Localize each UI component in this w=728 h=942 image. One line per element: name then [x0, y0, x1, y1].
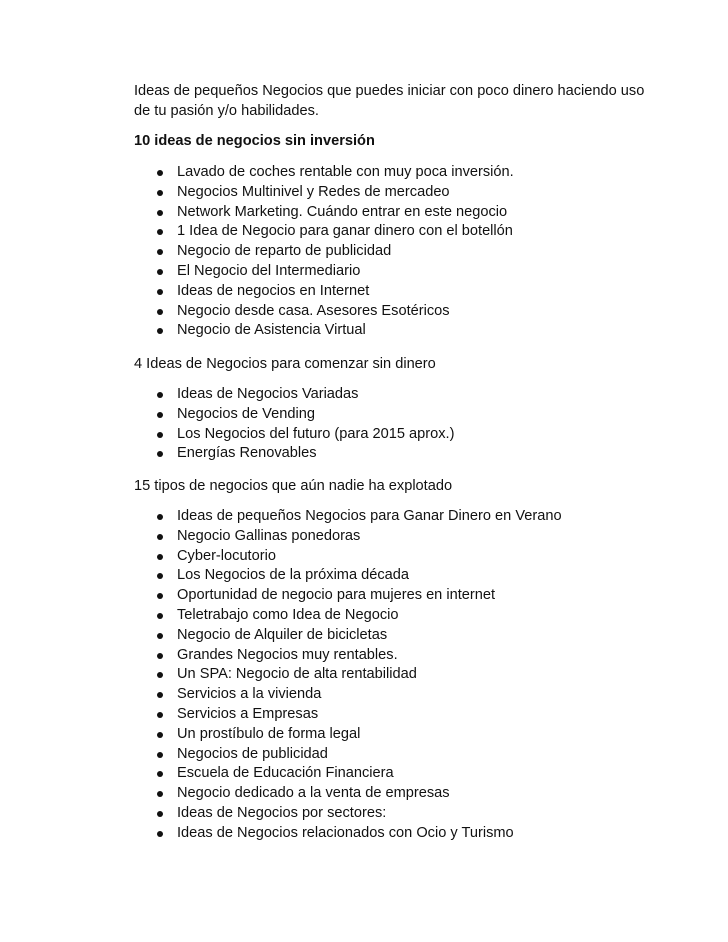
- list-item: Ideas de Negocios por sectores:: [0, 804, 562, 824]
- list-item: Lavado de coches rentable con muy poca inversión.: [0, 163, 514, 183]
- bullet-icon: [157, 633, 163, 639]
- list-item: Los Negocios de la próxima década: [0, 566, 562, 586]
- list-item: Servicios a Empresas: [0, 705, 562, 725]
- section-heading-sin-inversion: 10 ideas de negocios sin inversión: [134, 133, 375, 149]
- bullet-icon: [157, 432, 163, 438]
- bullet-icon: [157, 170, 163, 176]
- list-item: Ideas de Negocios relacionados con Ocio y Turismo: [0, 824, 562, 844]
- list-item: El Negocio del Intermediario: [0, 262, 514, 282]
- bullet-icon: [157, 249, 163, 255]
- bullet-icon: [157, 653, 163, 659]
- list-item: Negocio de Alquiler de bicicletas: [0, 626, 562, 646]
- bullet-icon: [157, 289, 163, 295]
- bullet-icon: [157, 791, 163, 797]
- bullet-icon: [157, 514, 163, 520]
- bullet-icon: [157, 328, 163, 334]
- bullet-icon: [157, 190, 163, 196]
- bullet-icon: [157, 573, 163, 579]
- list-sin-inversion: [0, 163, 514, 341]
- section-heading-no-explotado: 15 tipos de negocios que aún nadie ha explotado: [134, 478, 453, 494]
- list-item: Cyber-locutorio: [0, 547, 562, 567]
- list-item: Escuela de Educación Financiera: [0, 764, 562, 784]
- list-item: Negocios de Vending: [0, 405, 454, 425]
- bullet-icon: [157, 752, 163, 758]
- bullet-icon: [157, 269, 163, 275]
- bullet-icon: [157, 210, 163, 216]
- list-item: Negocios Multinivel y Redes de mercadeo: [0, 183, 514, 203]
- bullet-icon: [157, 593, 163, 599]
- list-item: Energías Renovables: [0, 444, 454, 464]
- list-item: Negocios de publicidad: [0, 745, 562, 765]
- list-item: Grandes Negocios muy rentables.: [0, 646, 562, 666]
- list-no-explotado: [0, 507, 562, 844]
- bullet-icon: [157, 392, 163, 398]
- bullet-icon: [157, 412, 163, 418]
- bullet-icon: [157, 534, 163, 540]
- list-item: Negocio desde casa. Asesores Esotéricos: [0, 302, 514, 322]
- bullet-icon: [157, 613, 163, 619]
- bullet-icon: [157, 672, 163, 678]
- list-item: Negocio de reparto de publicidad: [0, 242, 514, 262]
- list-item: Oportunidad de negocio para mujeres en internet: [0, 586, 562, 606]
- bullet-icon: [157, 771, 163, 777]
- list-item: Ideas de Negocios Variadas: [0, 385, 454, 405]
- list-item: Ideas de negocios en Internet: [0, 282, 514, 302]
- list-item: Teletrabajo como Idea de Negocio: [0, 606, 562, 626]
- list-item: Negocio dedicado a la venta de empresas: [0, 784, 562, 804]
- bullet-icon: [157, 229, 163, 235]
- list-item: Network Marketing. Cuándo entrar en este negocio: [0, 203, 514, 223]
- list-item: Los Negocios del futuro (para 2015 aprox.): [0, 425, 454, 445]
- bullet-icon: [157, 712, 163, 718]
- list-item: Un SPA: Negocio de alta rentabilidad: [0, 665, 562, 685]
- bullet-icon: [157, 554, 163, 560]
- bullet-icon: [157, 309, 163, 315]
- list-item: Un prostíbulo de forma legal: [0, 725, 562, 745]
- bullet-icon: [157, 811, 163, 817]
- section-heading-sin-dinero: 4 Ideas de Negocios para comenzar sin dinero: [134, 356, 436, 372]
- list-item: Negocio Gallinas ponedoras: [0, 527, 562, 547]
- list-item: 1 Idea de Negocio para ganar dinero con el botellón: [0, 222, 514, 242]
- bullet-icon: [157, 732, 163, 738]
- list-item: Ideas de pequeños Negocios para Ganar Dinero en Verano: [0, 507, 562, 527]
- list-sin-dinero: [0, 385, 454, 464]
- bullet-icon: [157, 692, 163, 698]
- list-item: Servicios a la vivienda: [0, 685, 562, 705]
- bullet-icon: [157, 831, 163, 837]
- bullet-icon: [157, 451, 163, 457]
- list-item: Negocio de Asistencia Virtual: [0, 321, 514, 341]
- intro-paragraph: Ideas de pequeños Negocios que puedes iniciar con poco dinero haciendo uso de tu pasión y/o habilidades.: [134, 83, 645, 119]
